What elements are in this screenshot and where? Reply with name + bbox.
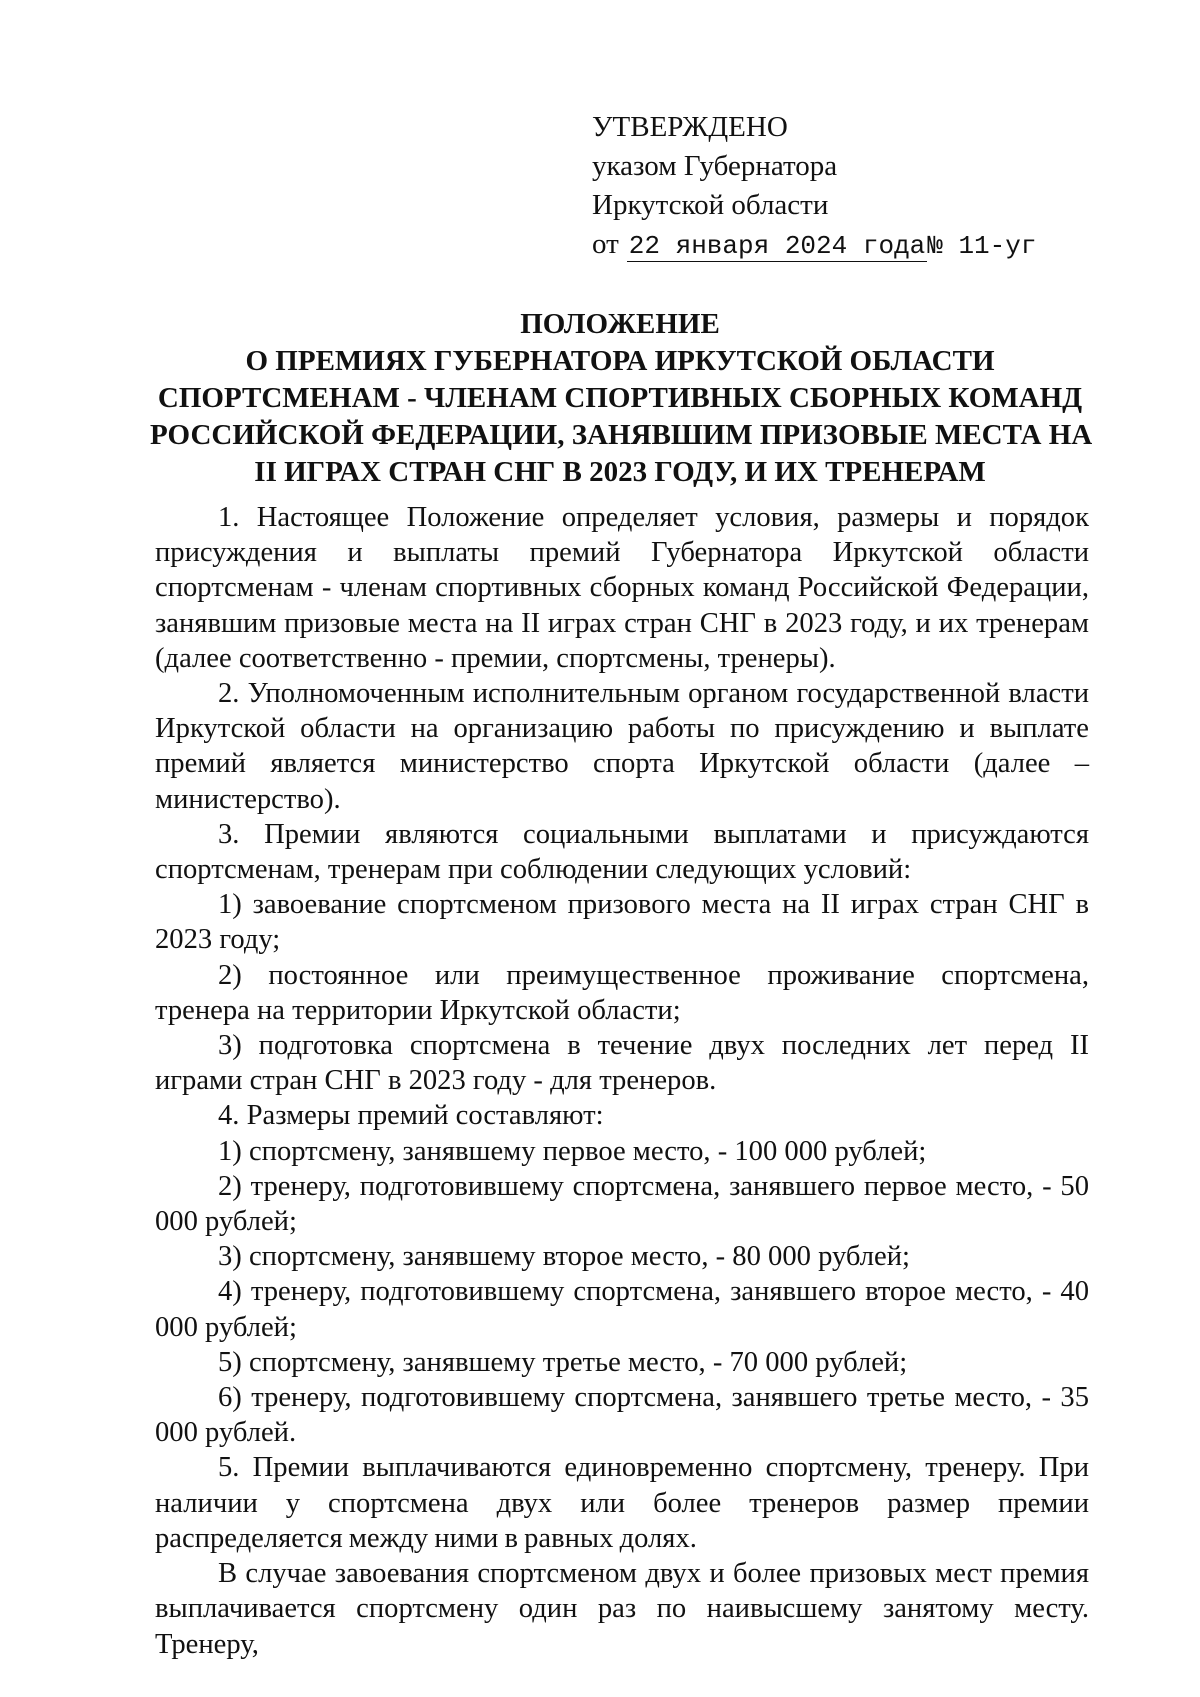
approval-number: № 11-уг <box>927 231 1037 261</box>
document-title <box>150 306 1093 491</box>
paragraph-3-item-1: 1) завоевание спортсменом призового места на II играх стран СНГ в 2023 году; <box>155 889 1089 956</box>
paragraph-3-item-3: 3) подготовка спортсмена в течение двух последних лет перед II играми стран СНГ в 2023 году - для тренеров. <box>155 1030 1089 1097</box>
title-line-3: СПОРТСМЕНАМ - ЧЛЕНАМ СПОРТИВНЫХ СБОРНЫХ КОМАНД <box>157 382 1083 414</box>
paragraph-4-item-1: 1) спортсмену, занявшему первое место, - 100 000 рублей; <box>218 1135 927 1167</box>
paragraph-4-item-3: 3) спортсмену, занявшему второе место, - 80 000 рублей; <box>218 1241 910 1273</box>
paragraph-4-item-6: 6) тренеру, подготовившему спортсмена, занявшего третье место, - 35 000 рублей. <box>155 1382 1089 1449</box>
approval-block <box>592 108 1092 266</box>
approval-region: Иркутской области <box>592 189 829 221</box>
approval-issuer: указом Губернатора <box>592 150 838 182</box>
title-line-4: РОССИЙСКОЙ ФЕДЕРАЦИИ, ЗАНЯВШИМ ПРИЗОВЫЕ МЕСТА НА <box>150 419 1093 451</box>
approval-date-prefix: от <box>592 228 619 260</box>
paragraph-4-item-4: 4) тренеру, подготовившему спортсмена, занявшего второе место, - 40 000 рублей; <box>155 1276 1089 1343</box>
paragraph-3-item-2: 2) постоянное или преимущественное проживание спортсмена, тренера на территории Иркутской области; <box>155 959 1089 1026</box>
document-body <box>155 500 1089 1662</box>
approval-heading: УТВЕРЖДЕНО <box>592 111 788 143</box>
title-line-5: II ИГРАХ СТРАН СНГ В 2023 ГОДУ, И ИХ ТРЕНЕРАМ <box>254 456 986 488</box>
approval-date: 22 января 2024 года <box>628 231 926 261</box>
paragraph-3: 3. Премии являются социальными выплатами и присуждаются спортсменам, тренерам при соблюдении следующих условий: <box>155 818 1089 886</box>
title-line-2: О ПРЕМИЯХ ГУБЕРНАТОРА ИРКУТСКОЙ ОБЛАСТИ <box>245 345 995 377</box>
paragraph-4: 4. Размеры премий составляют: <box>218 1100 604 1132</box>
paragraph-5: 5. Премии выплачиваются единовременно спортсмену, тренеру. При наличии у спортсмена двух или более тренеров размер премии распределяется между ними в равных долях. <box>155 1452 1089 1554</box>
paragraph-1: 1. Настоящее Положение определяет условия, размеры и порядок присуждения и выплаты премий Губернатора Иркутской области спортсменам - членам спортивных сборных команд Российской Федерации, занявшим призовые места на II играх стран СНГ в 2023 году, и их тренерам (далее соответственно - премии, спортсмены, тренеры). <box>155 502 1089 674</box>
approval-date-line <box>592 225 1092 266</box>
paragraph-4-item-2: 2) тренеру, подготовившему спортсмена, занявшего первое место, - 50 000 рублей; <box>155 1170 1089 1238</box>
paragraph-6: В случае завоевания спортсменом двух и более призовых мест премия выплачивается спортсмену один раз по наивысшему занятому месту. Тренеру, <box>155 1558 1089 1660</box>
title-line-1: ПОЛОЖЕНИЕ <box>520 308 720 340</box>
paragraph-2: 2. Уполномоченным исполнительным органом государственной власти Иркутской области на организацию работы по присуждению и выплате премий является министерство спорта Иркутской области (далее – министерство). <box>155 678 1089 815</box>
paragraph-4-item-5: 5) спортсмену, занявшему третье место, - 70 000 рублей; <box>218 1346 908 1378</box>
